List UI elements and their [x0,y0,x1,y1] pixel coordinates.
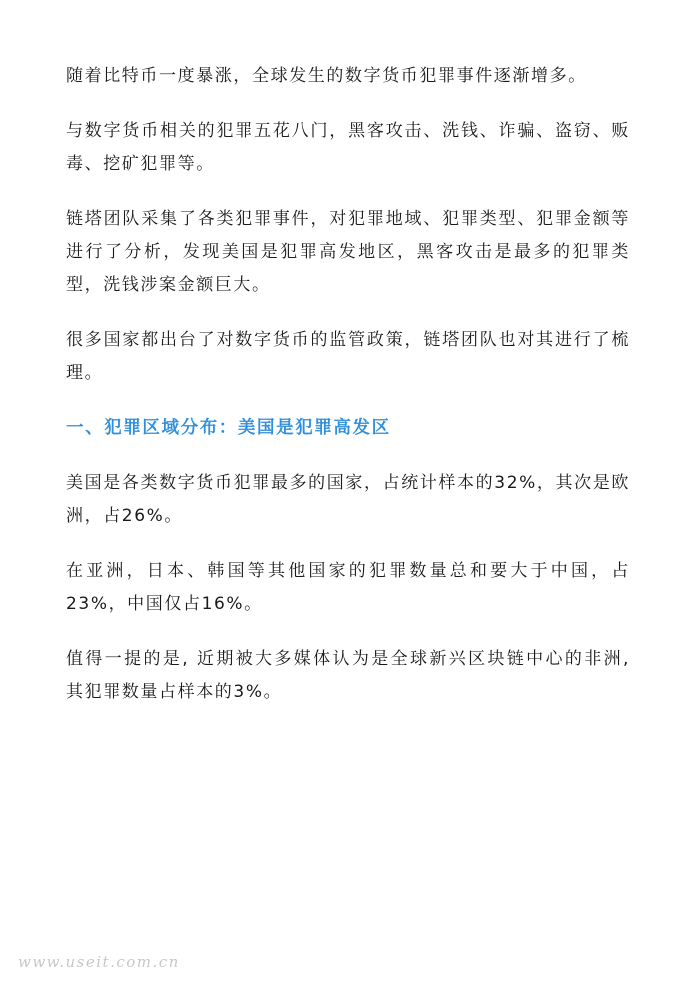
article-body [66,60,630,731]
paragraph-intro-1: 随着比特币一度暴涨，全球发生的数字货币犯罪事件逐渐增多。 [66,66,587,86]
paragraph-intro-3: 链塔团队采集了各类犯罪事件，对犯罪地域、犯罪类型、犯罪金额等进行了分析，发现美国是犯罪高发地区，黑客攻击是最多的犯罪类型，洗钱涉案金额巨大。 [66,209,630,295]
section-heading: 一、犯罪区域分布：美国是犯罪高发区 [66,418,391,438]
paragraph-intro-2: 与数字货币相关的犯罪五花八门，黑客攻击、洗钱、诈骗、盗窃、贩毒、挖矿犯罪等。 [66,121,630,174]
paragraph-section-3: 值得一提的是, 近期被大多媒体认为是全球新兴区块链中心的非洲, 其犯罪数量占样本的3%。 [66,649,630,702]
paragraph-section-2: 在亚洲，日本、韩国等其他国家的犯罪数量总和要大于中国，占23%，中国仅占16%。 [66,561,630,614]
site-watermark: www.useit.com.cn [18,953,180,971]
paragraph-intro-4: 很多国家都出台了对数字货币的监管政策，链塔团队也对其进行了梳理。 [66,330,630,383]
paragraph-section-1: 美国是各类数字货币犯罪最多的国家，占统计样本的32%，其次是欧洲，占26%。 [66,473,630,526]
